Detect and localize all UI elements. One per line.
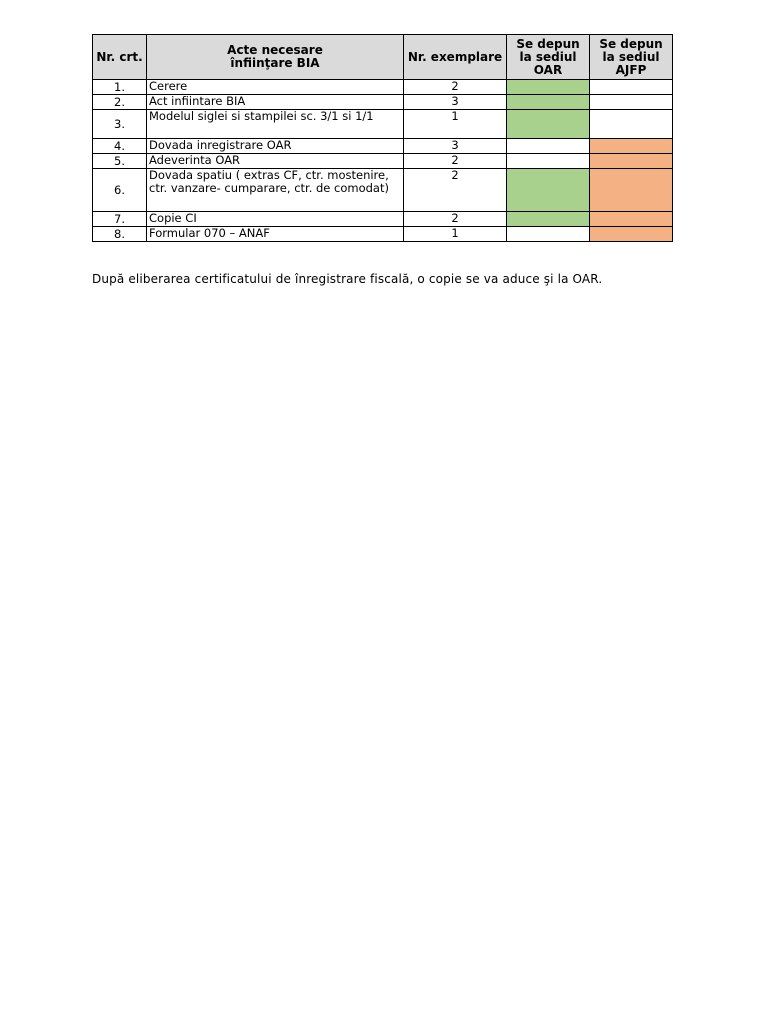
header-acte-line1: Acte necesare	[227, 43, 323, 57]
row-oar-cell	[507, 212, 590, 227]
header-ajfp	[590, 35, 673, 80]
row-oar-cell	[507, 227, 590, 242]
row-oar-cell	[507, 169, 590, 212]
row-ajfp-cell	[590, 169, 673, 212]
table-header-row	[93, 35, 673, 80]
table-row	[93, 227, 673, 242]
row-nr: 6.	[93, 169, 147, 212]
row-ajfp-cell	[590, 95, 673, 110]
row-oar-cell	[507, 110, 590, 139]
row-exemplare: 2	[404, 169, 507, 212]
row-nr: 8.	[93, 227, 147, 242]
row-nr: 5.	[93, 154, 147, 169]
header-ajfp-line1: Se depun	[599, 36, 663, 51]
row-ajfp-cell	[590, 227, 673, 242]
row-act: Act infiintare BIA	[147, 95, 404, 110]
row-exemplare: 1	[404, 110, 507, 139]
row-act: Adeverinta OAR	[147, 154, 404, 169]
table-row	[93, 110, 673, 139]
row-oar-cell	[507, 95, 590, 110]
header-oar-line3: OAR	[533, 62, 563, 77]
table-row	[93, 212, 673, 227]
header-acte-line2: înfiinţare BIA	[230, 56, 320, 70]
table-row	[93, 80, 673, 95]
row-oar-cell	[507, 154, 590, 169]
row-act: Dovada spatiu ( extras CF, ctr. mostenire, ctr. vanzare- cumparare, ctr. de comodat)	[147, 169, 404, 212]
row-nr: 4.	[93, 139, 147, 154]
header-nr: Nr. crt.	[93, 35, 147, 80]
footnote: După eliberarea certificatului de înregistrare fiscală, o copie se va aduce şi la OAR.	[92, 272, 603, 286]
row-ajfp-cell	[590, 80, 673, 95]
header-oar-line2: la sediul	[519, 49, 577, 64]
row-exemplare: 2	[404, 154, 507, 169]
row-nr: 1.	[93, 80, 147, 95]
header-exemplare: Nr. exemplare	[404, 35, 507, 80]
row-ajfp-cell	[590, 212, 673, 227]
row-exemplare: 1	[404, 227, 507, 242]
table-row	[93, 139, 673, 154]
row-exemplare: 2	[404, 80, 507, 95]
header-ajfp-line2: la sediul	[602, 49, 660, 64]
table-row	[93, 169, 673, 212]
row-act: Formular 070 – ANAF	[147, 227, 404, 242]
row-act: Dovada inregistrare OAR	[147, 139, 404, 154]
row-exemplare: 3	[404, 139, 507, 154]
row-nr: 2.	[93, 95, 147, 110]
row-exemplare: 2	[404, 212, 507, 227]
row-act: Modelul siglei si stampilei sc. 3/1 si 1/1	[147, 110, 404, 139]
row-nr: 7.	[93, 212, 147, 227]
row-ajfp-cell	[590, 154, 673, 169]
header-ajfp-line3: AJFP	[615, 62, 647, 77]
row-oar-cell	[507, 80, 590, 95]
row-ajfp-cell	[590, 110, 673, 139]
row-oar-cell	[507, 139, 590, 154]
header-oar-line1: Se depun	[516, 36, 580, 51]
row-act: Cerere	[147, 80, 404, 95]
row-act: Copie CI	[147, 212, 404, 227]
documents-table	[92, 34, 673, 242]
row-exemplare: 3	[404, 95, 507, 110]
row-nr: 3.	[93, 110, 147, 139]
header-acte	[147, 35, 404, 80]
header-oar	[507, 35, 590, 80]
row-ajfp-cell	[590, 139, 673, 154]
table-row	[93, 95, 673, 110]
table-row	[93, 154, 673, 169]
